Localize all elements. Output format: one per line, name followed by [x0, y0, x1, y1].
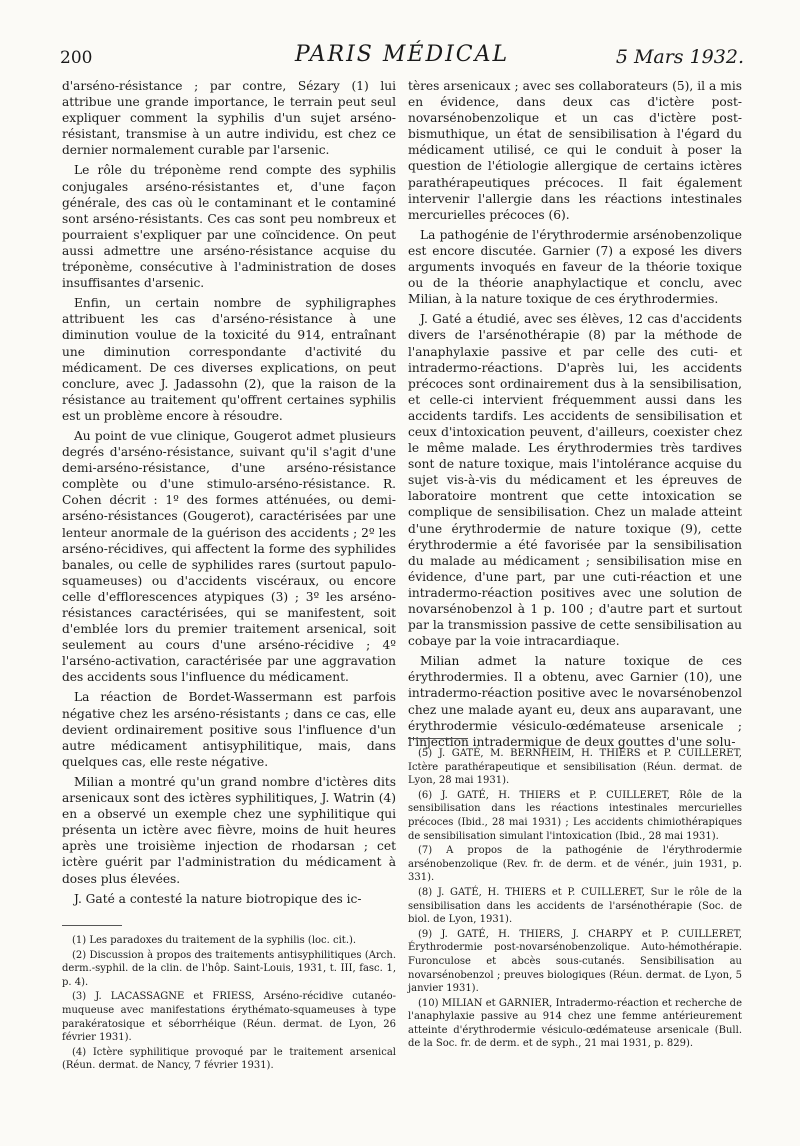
footnote-divider: [62, 925, 122, 926]
paragraph: tères arsenicaux ; avec ses collaborateurs (5), il a mis en évidence, dans deux cas d'ictère post-novarsénobenzolique et un cas d'ictère post-bismuthique, un état de sensibilisation à l'égard du médicament utilisé, ce qui le conduit à poser la question de l'étiologie allergique de certains ictères parathérapeutiques précoces. Il fait également intervenir l'allergie dans les réactions intestinales mercurielles précoces (6).: [408, 79, 742, 222]
paragraph: Le rôle du tréponème rend compte des syphilis conjugales arséno-résistantes et, d'une façon générale, des cas où le contaminant et le contaminé sont arséno-résistants. Ces cas sont peu nombreux et pourraient s'expliquer par une coïncidence. On peut aussi admettre une arséno-résistance acquise du tréponème, consécutive à l'administration de doses insuffisantes d'arsenic.: [62, 163, 396, 291]
paragraph: Milian a montré qu'un grand nombre d'ictères dits arsenicaux sont des ictères syphilitiques, J. Watrin (4) en a observé un exemple chez une syphilitique qui présenta un ictère avec fièvre, moins de huit heures après une troisième injection de rhodarsan ; cet ictère guérit par l'administration du médicament à doses plus élevées.: [62, 774, 396, 886]
footnote: (8) J. GATÉ, H. THIERS et P. CUILLERET, Sur le rôle de la sensibilisation dans les accidents de l'arsénothérapie (Soc. de biol. de Lyon, 1931).: [408, 886, 742, 926]
journal-title: PARIS MÉDICAL: [294, 42, 510, 67]
paragraph: J. Gaté a étudié, avec ses élèves, 12 cas d'accidents divers de l'arsénothérapie (8) par la méthode de l'anaphylaxie passive et par celle des cuti- et intradermo-réactions. D'après lui, les accidents précoces sont ordinairement dus à la sensibilisation, et celle-ci intervient fréquemment aussi dans les accidents tardifs. Les accidents de sensibilisation et ceux d'intoxication peuvent, d'ailleurs, coexister chez le même malade. Les érythrodermies très tardives sont de nature toxique, mais l'intolérance acquise du sujet vis-à-vis du médicament et les épreuves de laboratoire montrent que cette intoxication se complique de sensibilisation. Chez un malade atteint d'une érythrodermie de nature toxique (9), cette érythrodermie a été favorisée par la sensibilisation du malade au médicament ; sensibilisation mise en évidence, d'une part, par une cuti-réaction et une intradermo-réaction positives avec une solution de novarsénobenzol à 1 p. 100 ; d'autre part et surtout par la transmission passive de cette sensibilisation au cobaye par la voie intracardiaque.: [408, 312, 742, 649]
footnote-divider: [408, 738, 468, 739]
issue-date: 5 Mars 1932.: [615, 46, 744, 68]
footnote: (6) J. GATÉ, H. THIERS et P. CUILLERET, Rôle de la sensibilisation dans les réactions intestinales mercurielles précoces (Ibid., 28 mai 1931) ; Les accidents chimiothérapiques de sensibilisation simulant l'intoxication (Ibid., 28 mai 1931).: [408, 789, 742, 842]
page-number: 200: [60, 48, 93, 68]
footnote: (4) Ictère syphilitique provoqué par le traitement arsenical (Réun. dermat. de Nancy, 7 février 1931).: [62, 1046, 396, 1072]
paragraph: La pathogénie de l'érythrodermie arsénobenzolique est encore discutée. Garnier (7) a exposé les divers arguments invoqués en faveur de la théorie toxique ou de la théorie anaphylactique et conclu, avec Milian, à la nature toxique de ces érythrodermies.: [408, 227, 742, 307]
footnote: (3) J. LACASSAGNE et FRIESS, Arséno-récidive cutanéo-muqueuse avec manifestations érythémato-squameuses à type parakératosique et séborrhéique (Réun. dermat. de Lyon, 26 février 1931).: [62, 991, 396, 1044]
left-column: [62, 78, 396, 911]
footnote: (10) MILIAN et GARNIER, Intradermo-réaction et recherche de l'anaphylaxie passive au 914 chez une femme antérieurement atteinte d'érythrodermie vésiculo-œdémateuse arsenicale (Bull. de la Soc. fr. de derm. et de syph., 21 mai 1931, p. 829).: [408, 997, 742, 1050]
paragraph: J. Gaté a contesté la nature biotropique des ic-: [74, 891, 362, 906]
paragraph: La réaction de Bordet-Wassermann est parfois négative chez les arséno-résistants ; dans ce cas, elle devient ordinairement positive sous l'influence d'un autre médicament antisyphilitique, mais, dans quelques cas, elle reste négative.: [62, 690, 396, 769]
paragraph: Au point de vue clinique, Gougerot admet plusieurs degrés d'arséno-résistance, suivant qu'il s'agit d'une demi-arséno-résistance, d'une arséno-résistance complète ou d'une stimulo-arséno-résistance. R. Cohen décrit : 1º des formes atténuées, ou demi-arséno-résistances (Gougerot), caractérisées par une lenteur anormale de la guérison des accidents ; 2º les arséno-récidives, qui affectent la forme des syphilides banales, ou celle de syphilides rares (surtout papulo-squameuses) ou d'accidents viscéraux, ou encore celle d'efflorescences atypiques (3) ; 3º les arséno-résistances caractérisées, qui se manifestent, soit d'emblée lors du premier traitement arsenical, soit seulement au cours d'une arséno-récidive ; 4º l'arséno-activation, caractérisée par une aggravation des accidents sous l'influence du médicament.: [62, 428, 396, 685]
paragraph: Milian admet la nature toxique de ces érythrodermies. Il a obtenu, avec Garnier (10), une intradermo-réaction positive avec le novarsénobenzol chez une malade ayant eu, deux ans auparavant, une érythrodermie vésiculo-œdémateuse arsenicale ; l'injection intradermique de deux gouttes d'une solu-: [408, 654, 742, 749]
footnotes-left: [62, 925, 396, 1074]
page-header: [60, 42, 744, 72]
paragraph: Enfin, un certain nombre de syphiligraphes attribuent les cas d'arséno-résistance à une diminution voulue de la toxicité du 914, entraînant une diminution correspondante d'activité du médicament. De ces diverses explications, on peut conclure, avec J. Jadassohn (2), que la raison de la résistance au traitement qu'offrent certaines syphilis est un problème encore à résoudre.: [62, 296, 396, 423]
footnote: (2) Discussion à propos des traitements antisyphilitiques (Arch. derm.-syphil. de la clin. de l'hôp. Saint-Louis, 1931, t. III, fasc. 1, p. 4).: [62, 949, 396, 988]
footnotes-right: [408, 738, 742, 1052]
footnote: (9) J. GATÉ, H. THIERS, J. CHARPY et P. CUILLERET, Érythrodermie post-novarsénobenzolique. Auto-hémothérapie. Furonculose et abcès sous-cutanés. Sensibilisation au novarsénobenzol ; preuves biologiques (Réun. dermat. de Lyon, 5 janvier 1931).: [408, 928, 742, 995]
footnote: (1) Les paradoxes du traitement de la syphilis (loc. cit.).: [72, 935, 357, 946]
footnote: (5) J. GATÉ, M. BERNHEIM, H. THIERS et P. CUILLERET, Ictère parathérapeutique et sensibilisation (Réun. dermat. de Lyon, 28 mai 1931).: [408, 748, 742, 787]
right-column: [408, 78, 742, 754]
paragraph: d'arséno-résistance ; par contre, Sézary (1) lui attribue une grande importance, le terrain peut seul expliquer comment la syphilis d'un sujet arséno-résistant, transmise à un autre individu, est chez ce dernier normalement curable par l'arsenic.: [62, 79, 396, 158]
footnote: (7) A propos de la pathogénie de l'érythrodermie arsénobenzolique (Rev. fr. de derm. et de vénér., juin 1931, p. 331).: [408, 845, 742, 884]
